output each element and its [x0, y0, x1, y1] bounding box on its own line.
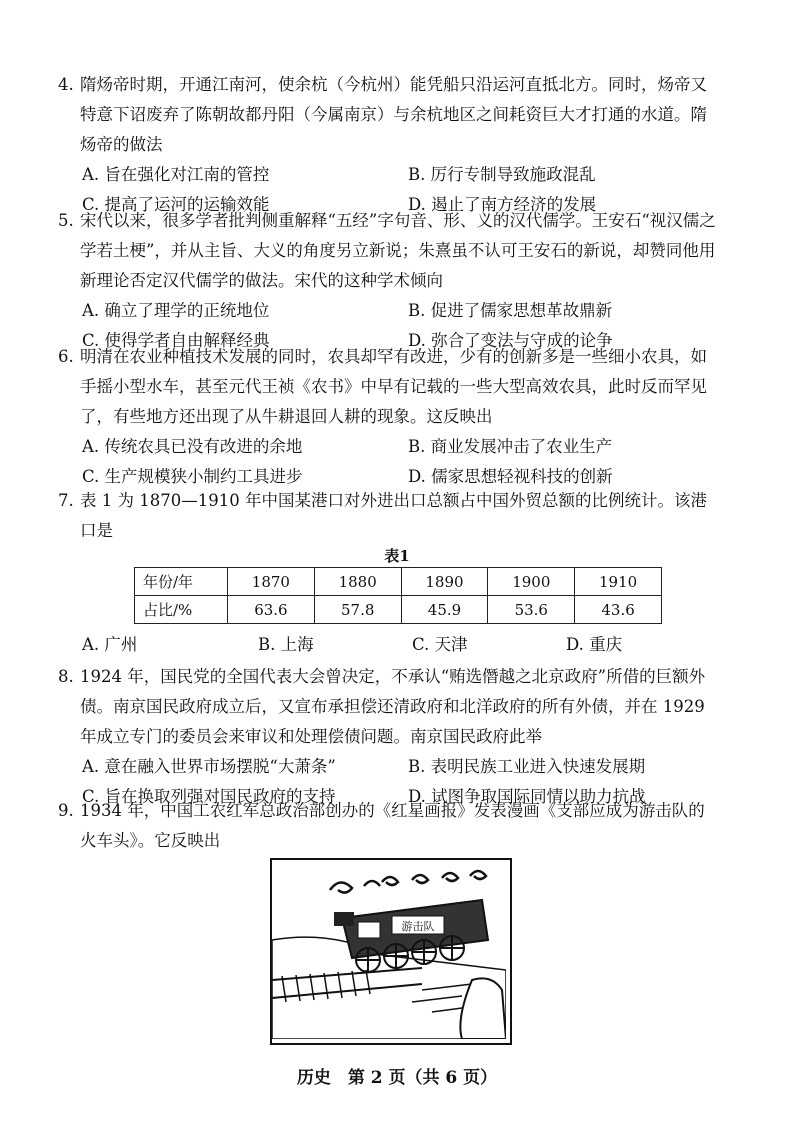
- options-row: [80, 432, 716, 462]
- question-number: 5.: [58, 211, 74, 230]
- option-c: C. 天津: [412, 635, 468, 654]
- table-cell-share: 53.6: [488, 596, 575, 624]
- question-9: [58, 796, 716, 856]
- table-cell-share: 57.8: [314, 596, 401, 624]
- question-6: [58, 342, 716, 492]
- option-d: D. 弥合了变法与守成的论争: [408, 331, 613, 350]
- option-c: C. 生产规模狭小制约工具进步: [82, 467, 303, 486]
- table-cell-year: 1870: [228, 568, 315, 596]
- question-5: [58, 206, 716, 356]
- table-cell-share: 43.6: [575, 596, 662, 624]
- row-header-year: 年份/年: [135, 568, 228, 596]
- option-c: C. 旨在换取列强对国民政府的支持: [82, 787, 336, 806]
- option-d: D. 遏止了南方经济的发展: [408, 195, 597, 214]
- option-b: B. 商业发展冲击了农业生产: [408, 437, 613, 456]
- option-d: D. 试图争取国际同情以助力抗战: [408, 787, 646, 806]
- table-row: [135, 568, 662, 596]
- question-8: [58, 662, 716, 812]
- option-b: B. 表明民族工业进入快速发展期: [408, 757, 646, 776]
- question-number: 8.: [58, 667, 74, 686]
- option-c: C. 使得学者自由解释经典: [82, 331, 270, 350]
- page-footer: 历史 第 2 页（共 6 页）: [296, 1068, 498, 1088]
- option-b: B. 厉行专制导致施政混乱: [408, 165, 596, 184]
- table-cell-share: 63.6: [228, 596, 315, 624]
- option-a: A. 意在融入世界市场摆脱“大萧条”: [82, 757, 336, 776]
- option-d: D. 重庆: [566, 635, 623, 654]
- question-stem: 表 1 为 1870—1910 年中国某港口对外进出口总额占中国外贸总额的比例统计。该港口是: [80, 491, 707, 540]
- options-row: [80, 296, 716, 326]
- options-row: [80, 752, 716, 782]
- train-label: 游击队: [401, 920, 435, 933]
- question-number: 9.: [58, 801, 74, 820]
- option-c: C. 提高了运河的运输效能: [82, 195, 270, 214]
- trade-share-table: [134, 567, 662, 624]
- option-a: A. 传统农具已没有改进的余地: [82, 437, 303, 456]
- table-cell-share: 45.9: [401, 596, 488, 624]
- option-d: D. 儒家思想轻视科技的创新: [408, 467, 613, 486]
- row-header-share: 占比/%: [135, 596, 228, 624]
- question-number: 4.: [58, 75, 74, 94]
- question-7-options: [80, 630, 716, 660]
- question-4: [58, 70, 716, 220]
- table-cell-year: 1910: [575, 568, 662, 596]
- question-number: 7.: [58, 491, 74, 510]
- question-stem: 1924 年，国民党的全国代表大会曾决定，不承认“贿选僭越之北京政府”所借的巨额外债。南京国民政府成立后，又宣布承担偿还清政府和北洋政府的所有外债，并在 1929 年成立专门的委员会来审议和处理偿债问题。南京国民政府此举: [80, 667, 706, 746]
- question-stem: 宋代以来，很多学者批判侧重解释“五经”字句音、形、义的汉代儒学。王安石“视汉儒之学若土梗”，并从主旨、大义的角度另立新说；朱熹虽不认可王安石的新说，却赞同他用新理论否定汉代儒学的做法。宋代的这种学术倾向: [80, 211, 716, 290]
- table-cell-year: 1890: [401, 568, 488, 596]
- option-a: A. 确立了理学的正统地位: [82, 301, 270, 320]
- table-row: [135, 596, 662, 624]
- question-stem: 明清在农业种植技术发展的同时，农具却罕有改进，少有的创新多是一些细小农具，如手摇小型水车，甚至元代王祯《农书》中早有记载的一些大型高效农具，此时反而罕见了，有些地方还出现了从牛耕退回人耕的现象。这反映出: [80, 347, 707, 426]
- cartoon-figure: [270, 858, 512, 1045]
- option-b: B. 上海: [258, 635, 314, 654]
- question-stem: 隋炀帝时期，开通江南河，使余杭（今杭州）能凭船只沿运河直抵北方。同时，炀帝又特意下诏废弃了陈朝故都丹阳（今属南京）与余杭地区之间耗资巨大才打通的水道。隋炀帝的做法: [80, 75, 707, 154]
- train-cartoon-illustration: [272, 860, 506, 1039]
- table-cell-year: 1900: [488, 568, 575, 596]
- option-a: A. 旨在强化对江南的管控: [82, 165, 270, 184]
- question-7: [58, 486, 716, 546]
- question-number: 6.: [58, 347, 74, 366]
- table-caption: 表1: [384, 547, 410, 565]
- option-a: A. 广州: [82, 635, 138, 654]
- table-cell-year: 1880: [314, 568, 401, 596]
- option-b: B. 促进了儒家思想革故鼎新: [408, 301, 613, 320]
- options-row: [80, 160, 716, 190]
- question-stem: 1934 年，中国工农红军总政治部创办的《红星画报》发表漫画《支部应成为游击队的火车头》。它反映出: [80, 801, 705, 850]
